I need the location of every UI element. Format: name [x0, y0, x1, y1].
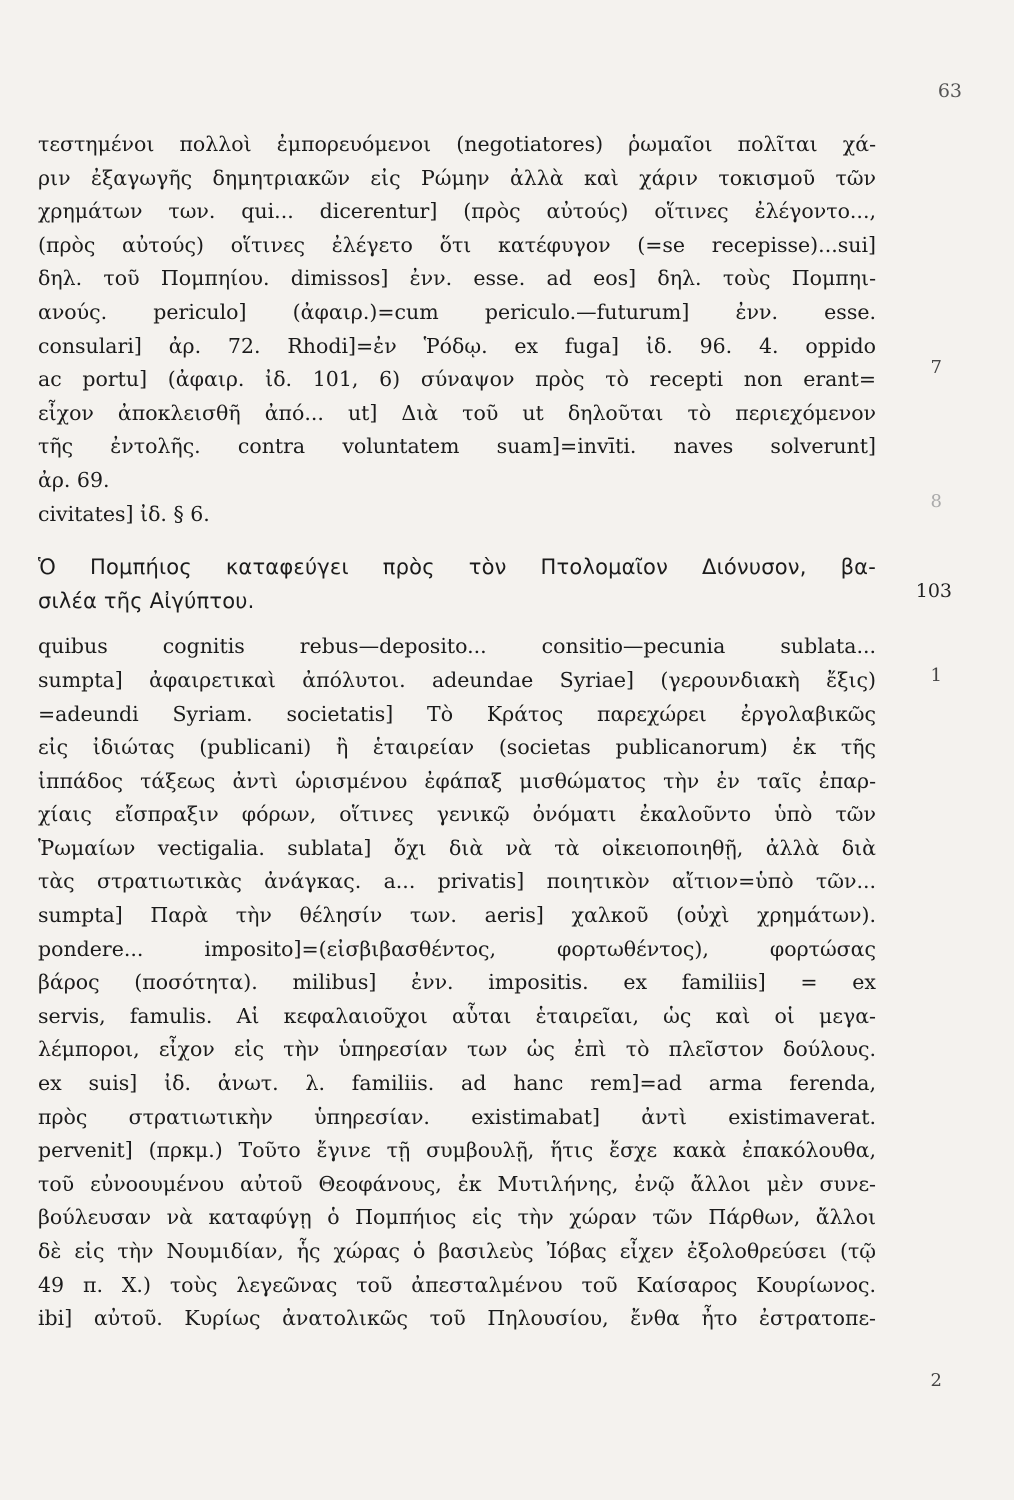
text-line: δὲ εἰς τὴν Νουμιδίαν, ἧς χώρας ὁ βασιλεὺς Ἰόβας εἶχεν ἐξολοθρεύσει (τῷ: [38, 1239, 876, 1263]
text-line: εἶχον ἀποκλεισθῆ ἀπό... ut] Διὰ τοῦ ut δηλοῦται τὸ περιεχόμενον: [38, 400, 876, 425]
text-line: pervenit] (πρκμ.) Τοῦτο ἔγινε τῇ συμβουλῇ, ἥτις ἔσχε κακὰ ἐπακόλουθα,: [38, 1138, 876, 1163]
text-line: quibus cognitis rebus—deposito... consitio—pecunia sublata...: [38, 634, 876, 659]
text-line: consulari] ἀρ. 72. Rhodi]=ἐν Ῥόδῳ. ex fuga] ἰδ. 96. 4. oppido: [38, 333, 876, 358]
text-line: εἰς ἰδιώτας (publicani) ἢ ἑταιρείαν (societas publicanorum) ἐκ τῆς: [38, 735, 876, 760]
note-block-2: [38, 630, 876, 1335]
margin-line-number: 7: [930, 357, 942, 378]
section-heading: [38, 551, 876, 618]
note-block-1: [38, 128, 876, 531]
text-line: ριν ἐξαγωγῆς δημητριακῶν εἰς Ρώμην ἀλλὰ καὶ χάριν τοκισμοῦ τῶν: [38, 165, 876, 190]
margin-chapter-number: 103: [915, 580, 952, 602]
text-line: τοῦ εὐνοουμένου αὐτοῦ Θεοφάνους, ἐκ Μυτιλήνης, ἐνῷ ἄλλοι μὲν συνε-: [38, 1171, 876, 1196]
text-line: ex suis] ἰδ. ἀνωτ. λ. familiis. ad hanc rem]=ad arma ferenda,: [38, 1071, 876, 1096]
text-line: ἱππάδος τάξεως ἀντὶ ὡρισμένου ἐφάπαξ μισθώματος τὴν ἐν ταῖς ἐπαρ-: [38, 768, 876, 793]
margin-line-number: 8: [930, 491, 942, 512]
text-line: =adeundi Syriam. societatis] Τὸ Κράτος παρεχώρει ἐργολαβικῶς: [38, 701, 876, 726]
text-line: πρὸς στρατιωτικὴν ὑπηρεσίαν. existimabat] ἀντὶ existimaverat.: [38, 1104, 876, 1129]
text-line: servis, famulis. Αἱ κεφαλαιοῦχοι αὗται ἑταιρεῖαι, ὡς καὶ οἱ μεγα-: [38, 1003, 876, 1028]
heading-line: Ὁ Πομπήιος καταφεύγει πρὸς τὸν Πτολομαῖον Διόνυσον, βα-: [38, 555, 876, 580]
text-line: λέμποροι, εἶχον εἰς τὴν ὑπηρεσίαν των ὡς ἐπὶ τὸ πλεῖστον δούλους.: [38, 1037, 876, 1062]
text-line: Ῥωμαίων vectigalia. sublata] ὄχι διὰ νὰ τὰ οἰκειοποιηθῇ, ἀλλὰ διὰ: [38, 835, 876, 860]
text-line: βάρος (ποσότητα). milibus] ἐνν. impositis. ex familiis] = ex: [38, 970, 876, 995]
margin-line-number: 1: [930, 665, 942, 686]
text-line: τεστημένοι πολλοὶ ἐμπορευόμενοι (negotiatores) ῥωμαῖοι πολῖται χά-: [38, 132, 876, 156]
text-line: sumpta] ἀφαιρετικαὶ ἀπόλυτοι. adeundae Syriae] (γερουνδιακὴ ἔξις): [38, 667, 876, 692]
text-line: sumpta] Παρὰ τὴν θέλησίν των. aeris] χαλκοῦ (οὐχὶ χρημάτων).: [38, 903, 876, 928]
text-line: τῆς ἐντολῆς. contra voluntatem suam]=invīti. naves solverunt]: [38, 434, 876, 459]
text-line: ac portu] (ἀφαιρ. ἰδ. 101, 6) σύναψον πρὸς τὸ recepti non erant=: [38, 367, 876, 392]
text-line: ibi] αὐτοῦ. Κυρίως ἀνατολικῶς τοῦ Πηλουσίου, ἔνθα ἦτο ἐστρατοπε-: [38, 1306, 876, 1331]
commentary-text: [38, 128, 876, 1336]
text-line: ανούς. periculo] (ἀφαιρ.)=cum periculo.—futurum] ἐνν. esse.: [38, 299, 876, 324]
page-number: 63: [937, 80, 962, 102]
text-line: civitates] ἰδ. § 6.: [38, 501, 210, 526]
text-line: δηλ. τοῦ Πομπηίου. dimissos] ἐνν. esse. ad eos] δηλ. τοὺς Πομπηι-: [38, 266, 876, 291]
text-line: βούλευσαν νὰ καταφύγῃ ὁ Πομπήιος εἰς τὴν χώραν τῶν Πάρθων, ἄλλοι: [38, 1205, 876, 1230]
text-line: χίαις εἴσπραξιν φόρων, οἵτινες γενικῷ ὀνόματι ἐκαλοῦντο ὑπὸ τῶν: [38, 802, 876, 827]
text-line: τὰς στρατιωτικὰς ἀνάγκας. a... privatis] ποιητικὸν αἴτιον=ὑπὸ τῶν...: [38, 869, 876, 894]
text-line: ἀρ. 69.: [38, 467, 110, 492]
text-line: 49 π. Χ.) τοὺς λεγεῶνας τοῦ ἀπεσταλμένου τοῦ Καίσαρος Κουρίωνος.: [38, 1272, 876, 1297]
margin-line-number: 2: [930, 1370, 942, 1391]
text-line: pondere... imposito]=(εἰσβιβασθέντος, φορτωθέντος), φορτώσας: [38, 936, 876, 961]
text-line: χρημάτων των. qui... dicerentur] (πρὸς αὐτούς) οἵτινες ἐλέγοντο...,: [38, 199, 876, 224]
text-line: (πρὸς αὐτούς) οἵτινες ἐλέγετο ὅτι κατέφυγον (=se recepisse)...sui]: [38, 232, 876, 257]
heading-line: σιλέα τῆς Αἰγύπτου.: [38, 588, 255, 613]
